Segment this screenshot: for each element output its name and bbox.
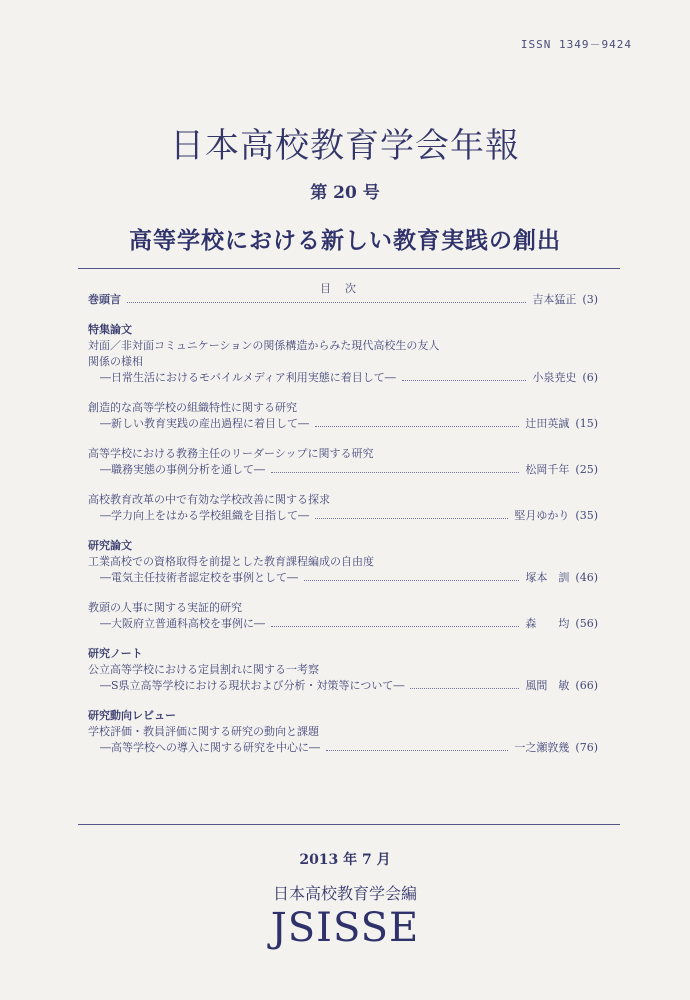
article-subtitle: ―S県立高等学校における現状および分析・対策等について―: [100, 679, 405, 692]
toc-entry: [88, 662, 598, 694]
dot-leader: [315, 426, 519, 427]
section-heading-review: 研究動向レビュー: [88, 709, 176, 722]
dot-leader: [271, 472, 519, 473]
toc-entry: [88, 400, 598, 432]
page-number: (25): [575, 463, 598, 476]
table-of-contents: [88, 292, 598, 756]
dot-leader: [127, 302, 526, 303]
author: 堅月ゆかり: [514, 509, 570, 522]
journal-title: 日本高校教育学会年報: [170, 126, 520, 166]
bottom-divider: [78, 824, 620, 825]
article-title: 高校教育改革の中で有効な学校改善に関する探求: [88, 493, 330, 506]
page-number: (35): [575, 509, 598, 522]
toc-entry: [88, 446, 598, 478]
article-title-cont: 関係の様相: [88, 355, 143, 368]
toc-entry: [88, 554, 598, 586]
toc-entry: [88, 338, 598, 386]
dot-leader: [304, 580, 519, 581]
page-number: (56): [575, 617, 598, 630]
article-title: 高等学校における教務主任のリーダーシップに関する研究: [88, 447, 374, 460]
article-title: 創造的な高等学校の組織特性に関する研究: [88, 401, 297, 414]
society-logo: JSISSE: [270, 905, 420, 951]
section-heading-note: 研究ノート: [88, 647, 143, 660]
article-title: 対面／非対面コミュニケーションの関係構造からみた現代高校生の友人: [88, 339, 440, 352]
author: 風間 敏: [525, 679, 570, 692]
page-number: (66): [575, 679, 598, 692]
toc-entry: [88, 724, 598, 756]
article-title: 工業高校での資格取得を前提とした教育課程編成の自由度: [88, 555, 374, 568]
article-subtitle: ―学力向上をはかる学校組織を目指して―: [100, 509, 309, 522]
editor-credit: 日本高校教育学会編: [272, 884, 417, 903]
author: 辻田英誠: [525, 417, 570, 430]
page-number: (6): [582, 371, 598, 384]
author: 松岡千年: [525, 463, 570, 476]
article-title: 学校評価・教員評価に関する研究の動向と課題: [88, 725, 319, 738]
author: 吉本猛正: [532, 293, 577, 306]
author: 小泉尭史: [532, 371, 577, 384]
page-number: (76): [575, 741, 598, 754]
toc-entry: [88, 492, 598, 524]
dot-leader: [315, 518, 508, 519]
section-heading-feature: 特集論文: [88, 323, 132, 336]
article-subtitle: ―高等学校への導入に関する研究を中心に―: [100, 741, 320, 754]
article-subtitle: ―電気主任技術者認定校を事例として―: [100, 571, 298, 584]
dot-leader: [410, 688, 519, 689]
page-number: (15): [575, 417, 598, 430]
dot-leader: [402, 380, 527, 381]
top-divider: [78, 268, 620, 269]
dot-leader: [271, 626, 519, 627]
page-number: (3): [582, 293, 598, 306]
article-title: 教頭の人事に関する実証的研究: [88, 601, 242, 614]
article-subtitle: ―日常生活におけるモバイルメディア利用実態に着目して―: [100, 371, 396, 384]
author: 森 均: [525, 617, 570, 630]
publication-date: 2013 年 7 月: [299, 852, 391, 868]
toc-entry: [88, 600, 598, 632]
preface-label: 巻頭言: [88, 293, 121, 306]
section-heading-research: 研究論文: [88, 539, 132, 552]
toc-entry-preface: [88, 292, 598, 308]
author: 塚本 訓: [525, 571, 570, 584]
article-title: 公立高等学校における定員割れに関する一考察: [88, 663, 319, 676]
author: 一之瀬敦幾: [514, 741, 570, 754]
article-subtitle: ―職務実態の事例分析を通して―: [100, 463, 265, 476]
dot-leader: [326, 750, 508, 751]
toc-heading: 目次: [320, 282, 370, 295]
page-number: (46): [575, 571, 598, 584]
issue-number: 第 20 号: [310, 183, 380, 203]
issn-number: ISSN 1349－9424: [520, 38, 632, 51]
special-theme: 高等学校における新しい教育実践の創出: [129, 228, 561, 254]
article-subtitle: ―大阪府立普通科高校を事例に―: [100, 617, 265, 630]
article-subtitle: ―新しい教育実践の産出過程に着目して―: [100, 417, 309, 430]
